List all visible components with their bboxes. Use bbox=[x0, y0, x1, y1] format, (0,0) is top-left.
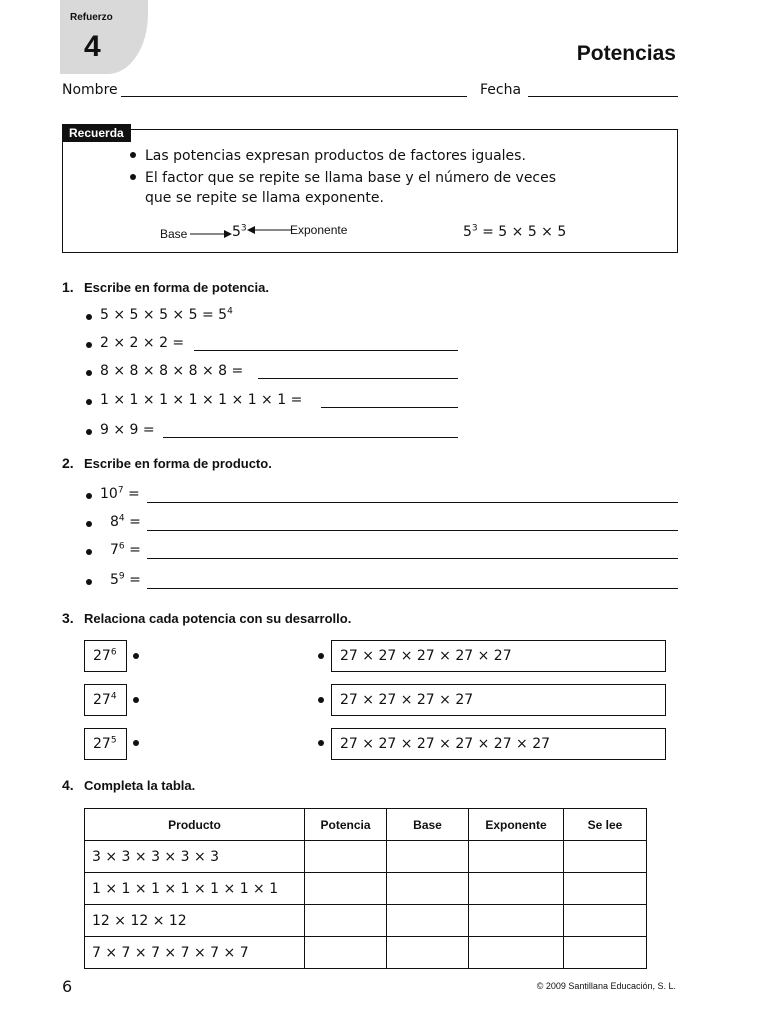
q2-number: 2. bbox=[62, 455, 74, 471]
base-label: Base bbox=[160, 227, 188, 241]
q2-item-3: $7^6$ = bbox=[110, 541, 141, 558]
answer-cell[interactable] bbox=[387, 873, 469, 905]
bullet-dot bbox=[86, 579, 92, 585]
q2-item-2: $8^4$ = bbox=[110, 513, 141, 530]
answer-cell[interactable] bbox=[564, 937, 647, 969]
expansion-example: $5^3 = 5 \times 5 \times 5$ bbox=[463, 223, 567, 240]
answer-cell[interactable] bbox=[305, 905, 387, 937]
recuerda-bullet-2b: que se repite se llama exponente. bbox=[145, 190, 384, 206]
recuerda-bullet-1: Las potencias expresan productos de factores iguales. bbox=[145, 148, 526, 164]
q4-number: 4. bbox=[62, 777, 74, 793]
q3-power-2: $27^4$ bbox=[84, 684, 127, 716]
q1-item-5: 9 × 9 = bbox=[100, 422, 155, 438]
q1-item-3: 8 × 8 × 8 × 8 × 8 = bbox=[100, 363, 244, 379]
bullet-dot bbox=[86, 429, 92, 435]
power-example: $5^3$ bbox=[232, 223, 247, 240]
name-field[interactable] bbox=[121, 96, 467, 97]
match-dot-left-2[interactable] bbox=[133, 697, 139, 703]
q1-item-1: $5 \times 5 \times 5 \times 5 = 5^4$ bbox=[100, 306, 233, 323]
answer-cell[interactable] bbox=[564, 873, 647, 905]
date-field[interactable] bbox=[528, 96, 678, 97]
answer-cell[interactable] bbox=[387, 841, 469, 873]
product-cell: 3 × 3 × 3 × 3 × 3 bbox=[85, 841, 305, 873]
exponent-arrow-icon bbox=[247, 224, 291, 236]
table-header-row bbox=[85, 809, 647, 841]
table-row bbox=[85, 937, 647, 969]
q2-title: Escribe en forma de producto. bbox=[84, 456, 272, 471]
q3-expansion-1: 27 × 27 × 27 × 27 × 27 bbox=[331, 640, 666, 672]
base-arrow-icon bbox=[190, 228, 232, 240]
exponent-label: Exponente bbox=[290, 223, 348, 237]
q4-table bbox=[84, 808, 647, 969]
recuerda-bullet-2a: El factor que se repite se llama base y el número de veces bbox=[145, 170, 557, 186]
recuerda-tag: Recuerda bbox=[62, 124, 131, 142]
col-header-exponente: Exponente bbox=[469, 809, 564, 841]
q2-answer-2[interactable] bbox=[147, 530, 678, 531]
product-cell: 12 × 12 × 12 bbox=[85, 905, 305, 937]
match-dot-left-1[interactable] bbox=[133, 653, 139, 659]
col-header-base: Base bbox=[387, 809, 469, 841]
bullet-dot bbox=[86, 493, 92, 499]
match-dot-right-3[interactable] bbox=[318, 740, 324, 746]
answer-cell[interactable] bbox=[564, 841, 647, 873]
q1-number: 1. bbox=[62, 279, 74, 295]
section-label: Refuerzo bbox=[70, 12, 113, 23]
q2-item-1: $10^7$ = bbox=[100, 485, 140, 502]
table-row bbox=[85, 841, 647, 873]
q1-item-4: 1 × 1 × 1 × 1 × 1 × 1 × 1 = bbox=[100, 392, 303, 408]
table-row bbox=[85, 905, 647, 937]
match-dot-right-2[interactable] bbox=[318, 697, 324, 703]
product-cell: 7 × 7 × 7 × 7 × 7 × 7 bbox=[85, 937, 305, 969]
name-label: Nombre bbox=[62, 82, 118, 98]
col-header-se-lee: Se lee bbox=[564, 809, 647, 841]
q1-answer-3[interactable] bbox=[258, 378, 458, 379]
q3-power-1: $27^6$ bbox=[84, 640, 127, 672]
q1-answer-2[interactable] bbox=[194, 350, 458, 351]
q1-answer-5[interactable] bbox=[163, 437, 458, 438]
answer-cell[interactable] bbox=[469, 937, 564, 969]
answer-cell[interactable] bbox=[469, 905, 564, 937]
bullet-dot bbox=[86, 314, 92, 320]
q3-title: Relaciona cada potencia con su desarrollo. bbox=[84, 611, 352, 626]
q1-answer-4[interactable] bbox=[321, 407, 458, 408]
product-cell: 1 × 1 × 1 × 1 × 1 × 1 × 1 bbox=[85, 873, 305, 905]
q4-title: Completa la tabla. bbox=[84, 778, 196, 793]
table-row bbox=[85, 873, 647, 905]
q1-title: Escribe en forma de potencia. bbox=[84, 280, 269, 295]
match-dot-left-3[interactable] bbox=[133, 740, 139, 746]
answer-cell[interactable] bbox=[387, 937, 469, 969]
bullet-dot bbox=[86, 399, 92, 405]
bullet-dot bbox=[130, 152, 136, 158]
q2-answer-3[interactable] bbox=[147, 558, 678, 559]
answer-cell[interactable] bbox=[469, 873, 564, 905]
bullet-dot bbox=[86, 370, 92, 376]
q3-expansion-3: 27 × 27 × 27 × 27 × 27 × 27 bbox=[331, 728, 666, 760]
q3-power-3: $27^5$ bbox=[84, 728, 127, 760]
answer-cell[interactable] bbox=[305, 873, 387, 905]
answer-cell[interactable] bbox=[305, 841, 387, 873]
q2-item-4: $5^9$ = bbox=[110, 571, 141, 588]
bullet-dot bbox=[86, 342, 92, 348]
bullet-dot bbox=[86, 549, 92, 555]
answer-cell[interactable] bbox=[305, 937, 387, 969]
page-number: 6 bbox=[62, 977, 73, 996]
q3-expansion-2: 27 × 27 × 27 × 27 bbox=[331, 684, 666, 716]
match-dot-right-1[interactable] bbox=[318, 653, 324, 659]
col-header-potencia: Potencia bbox=[305, 809, 387, 841]
q3-number: 3. bbox=[62, 610, 74, 626]
bullet-dot bbox=[86, 521, 92, 527]
q1-item-2: 2 × 2 × 2 = bbox=[100, 335, 185, 351]
q2-answer-4[interactable] bbox=[147, 588, 678, 589]
section-number: 4 bbox=[84, 30, 101, 63]
answer-cell[interactable] bbox=[387, 905, 469, 937]
answer-cell[interactable] bbox=[564, 905, 647, 937]
page-title: Potencias bbox=[576, 42, 676, 65]
answer-cell[interactable] bbox=[469, 841, 564, 873]
date-label: Fecha bbox=[480, 82, 522, 98]
copyright: © 2009 Santillana Educación, S. L. bbox=[536, 981, 676, 991]
bullet-dot bbox=[130, 174, 136, 180]
col-header-producto: Producto bbox=[85, 809, 305, 841]
q2-answer-1[interactable] bbox=[147, 502, 678, 503]
